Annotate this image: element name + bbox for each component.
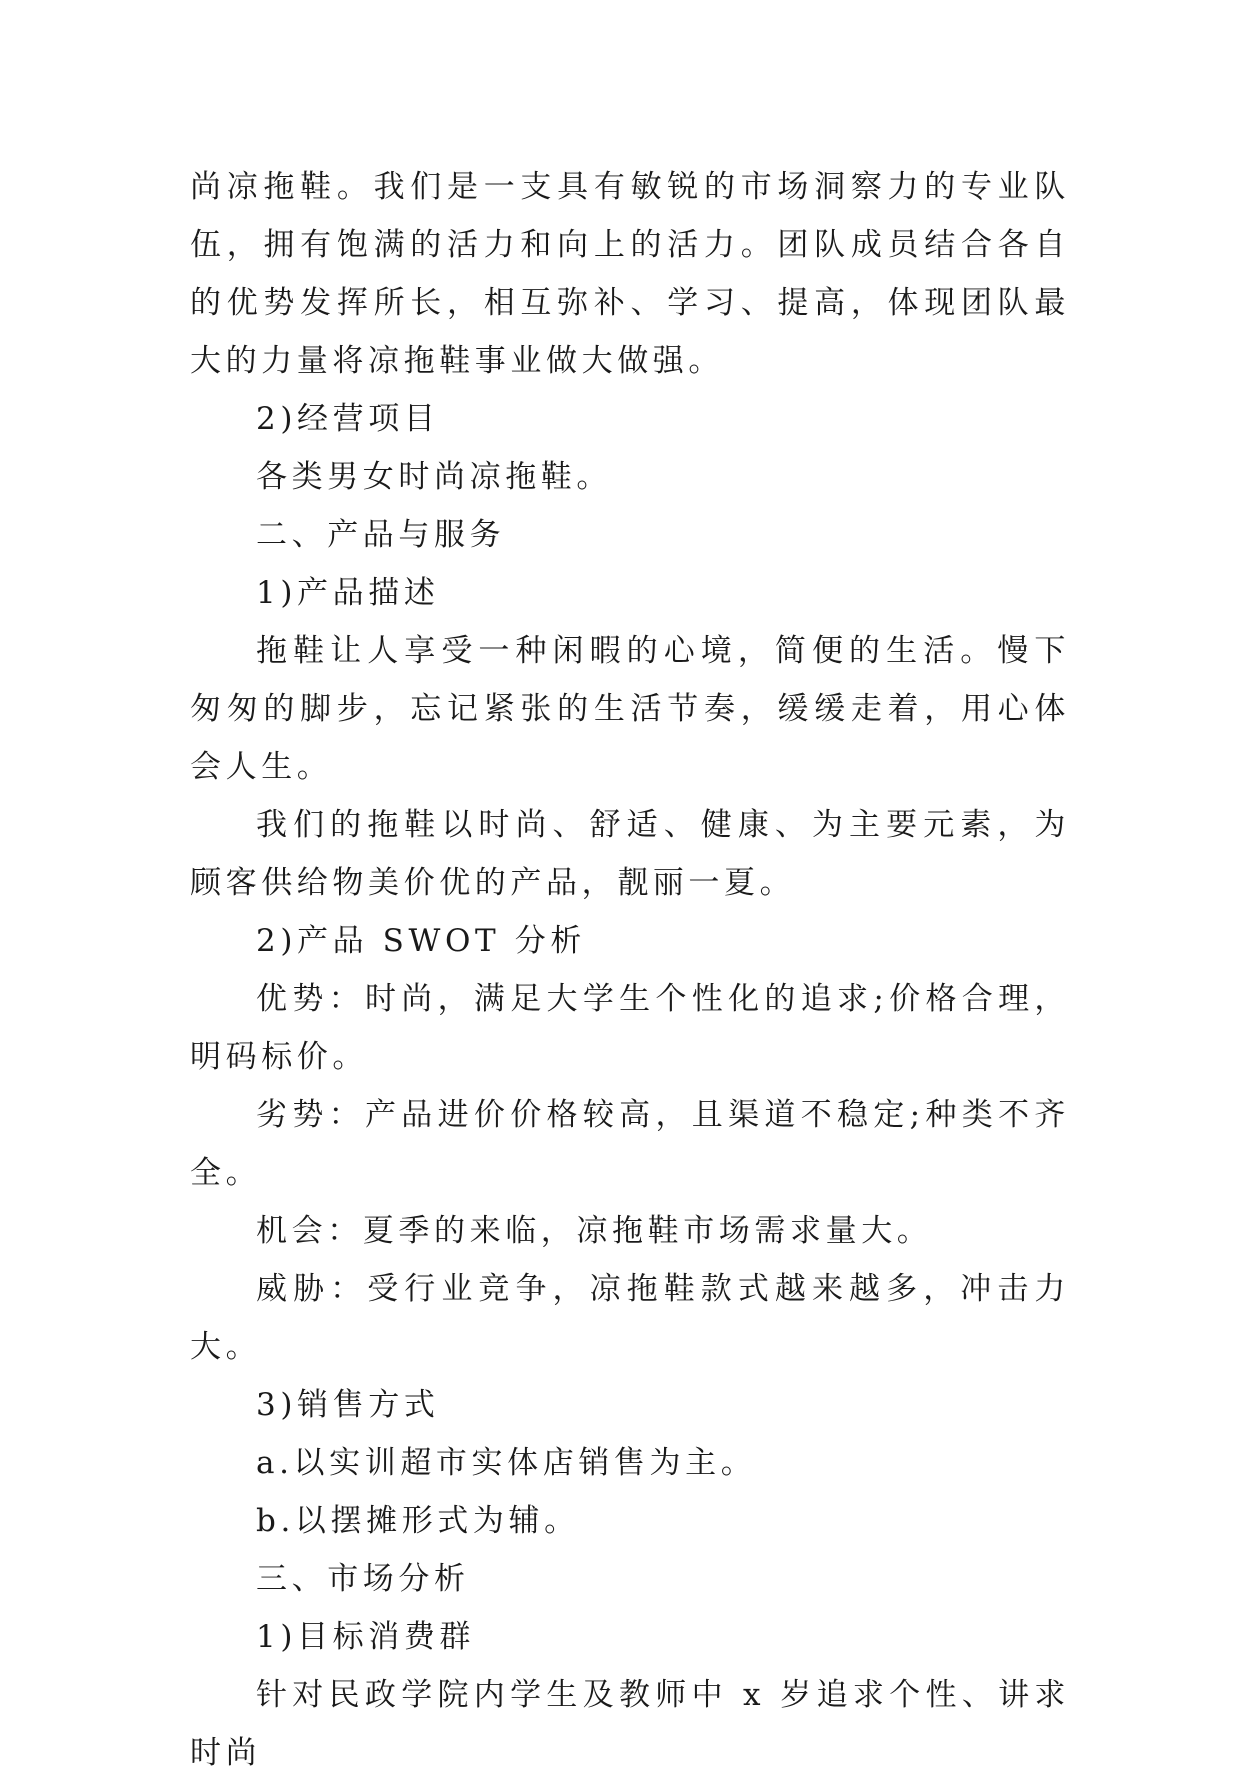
heading-product-description: 1)产品描述: [256, 575, 440, 611]
heading-target-consumers: 1)目标消费群: [256, 1619, 476, 1655]
paragraph-target-consumers: 针对民政学院内学生及教师中 x 岁追求个性、讲求时尚: [190, 1677, 1070, 1771]
paragraph-threats: 威胁：受行业竞争，凉拖鞋款式越来越多，冲击力大。: [190, 1271, 1070, 1365]
document-body: [190, 158, 1070, 1782]
paragraph-intro-continued: 尚凉拖鞋。我们是一支具有敏锐的市场洞察力的专业队伍，拥有饱满的活力和向上的活力。团队成员结合各自的优势发挥所长，相互弥补、学习、提高，体现团队最大的力量将凉拖鞋事业做大做强。: [190, 169, 1070, 379]
paragraph-product-description-1: 拖鞋让人享受一种闲暇的心境，简便的生活。慢下匆匆的脚步，忘记紧张的生活节奏，缓缓走着，用心体会人生。: [190, 633, 1070, 785]
paragraph-opportunities: 机会：夏季的来临，凉拖鞋市场需求量大。: [256, 1213, 933, 1249]
list-item-sales-b: b.以摆摊形式为辅。: [256, 1503, 580, 1539]
heading-business-items: 2)经营项目: [256, 401, 440, 437]
section-heading-products-services: 二、产品与服务: [256, 517, 506, 553]
paragraph-product-description-2: 我们的拖鞋以时尚、舒适、健康、为主要元素，为顾客供给物美价优的产品，靓丽一夏。: [190, 807, 1070, 901]
paragraph-weaknesses: 劣势：产品进价价格较高，且渠道不稳定;种类不齐全。: [190, 1097, 1070, 1191]
paragraph-business-items: 各类男女时尚凉拖鞋。: [256, 459, 612, 495]
heading-swot-analysis: 2)产品 SWOT 分析: [256, 923, 586, 959]
heading-sales-methods: 3)销售方式: [256, 1387, 440, 1423]
paragraph-strengths: 优势：时尚，满足大学生个性化的追求;价格合理，明码标价。: [190, 981, 1070, 1075]
list-item-sales-a: a.以实训超市实体店销售为主。: [256, 1445, 757, 1481]
section-heading-market-analysis: 三、市场分析: [256, 1561, 470, 1597]
